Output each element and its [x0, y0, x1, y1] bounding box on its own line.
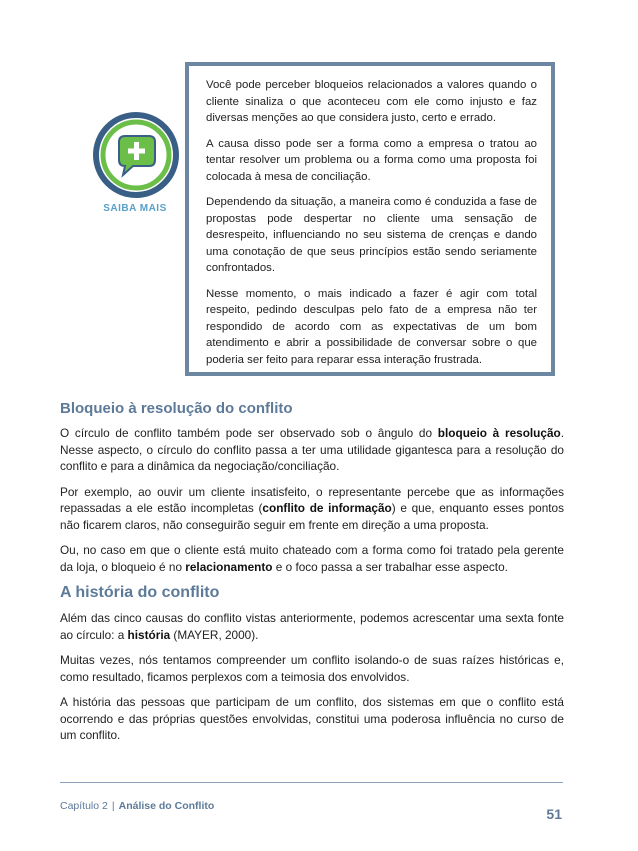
text: e o foco passa a ser trabalhar esse aspecto.: [272, 559, 508, 574]
body-paragraph: [60, 484, 564, 534]
bold-term: história: [127, 627, 171, 642]
bold-term: conflito de informação: [262, 501, 392, 515]
bold-term: relacionamento: [185, 559, 273, 574]
text: Além das cinco causas do conflito vistas anteriormente, podemos acrescentar uma sexta fonte ao círculo: a: [60, 611, 564, 642]
body-paragraph: [60, 425, 564, 475]
body-paragraph: A história das pessoas que participam de um conflito, dos sistemas em que o conflito está ocorrendo e das próprias questões envolvidas, constitui uma poderosa influência no curso de um conflito.: [60, 695, 564, 742]
footer-separator: |: [111, 800, 115, 812]
callout-paragraph: Nesse momento, o mais indicado a fazer é agir com total respeito, pedindo desculpas pelo fato de a empresa não ter respondido de acordo com as expectativas de um bom atendimento e abrir a possibilidade de conversar sobre o que poderia ser feito para reparar essa interação frustrada.: [206, 287, 537, 366]
footer-chapter: [60, 800, 214, 812]
saiba-mais-label: SAIBA MAIS: [103, 203, 167, 214]
bold-term: bloqueio à resolução: [437, 426, 561, 440]
body-paragraph: [60, 542, 564, 575]
callout-paragraph: Dependendo da situação, a maneira como é conduzida a fase de propostas pode despertar no cliente uma sensação de desrespeito, influenciando no seu sistema de crenças e dando uma conotação de que seus princípios estão sendo seriamente confrontados.: [206, 196, 537, 274]
text: . Nesse aspecto, o círculo do conflito passa a ter uma utilidade gigantesca para a resolução do conflito e para a dinâmica da negociação/conciliação.: [60, 426, 564, 473]
footer-divider: [60, 782, 563, 783]
text: O círculo de conflito também pode ser observado sob o ângulo do: [60, 426, 438, 440]
body-paragraph: Muitas vezes, nós tentamos compreender um conflito isolando-o de suas raízes históricas e, como resultado, ficamos perplexos com a teimosia dos envolvidos.: [60, 653, 564, 684]
text: ) e que, enquanto esses pontos não ficarem claros, não conseguirão seguir em frente em direção a uma proposta.: [60, 501, 565, 532]
callout-paragraph: Você pode perceber bloqueios relacionados a valores quando o cliente sinaliza o que aconteceu com ele como injusto e faz diversas menções ao que considera justo, certo e errado.: [206, 79, 537, 124]
text: Ou, no caso em que o cliente está muito chateado com a forma como foi tratado pela gerente da loja, o bloqueio é no: [60, 543, 564, 574]
callout-paragraph: A causa disso pode ser a forma como a empresa o tratou ao tentar resolver um problema ou a forma como uma proposta foi colocada à mesa de conciliação.: [206, 137, 537, 183]
main-content: [60, 400, 564, 753]
speech-bubble-plus-icon: [93, 112, 179, 198]
body-paragraph: [60, 610, 564, 643]
text: (MAYER, 2000).: [170, 627, 259, 642]
section-heading: A história do conflito: [60, 584, 220, 601]
chapter-label: Capítulo 2: [60, 800, 108, 812]
section-heading: Bloqueio à resolução do conflito: [60, 400, 293, 417]
chapter-title: Análise do Conflito: [118, 800, 215, 812]
page-number: 51: [546, 806, 562, 822]
callout-box: [185, 62, 555, 376]
text: Por exemplo, ao ouvir um cliente insatisfeito, o representante percebe que as informações repassadas a ele estão incompletas (: [60, 484, 564, 515]
